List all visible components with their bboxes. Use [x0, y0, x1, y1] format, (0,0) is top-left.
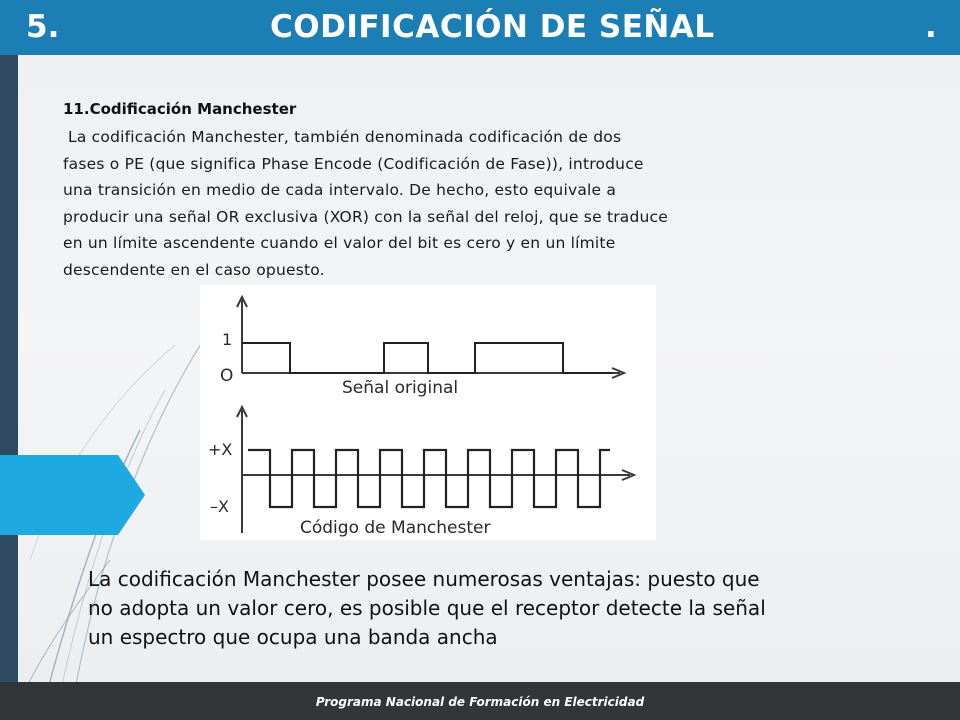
paragraph-line: La codificación Manchester, también denominada codificación de dos [68, 128, 622, 146]
footer-bar [0, 682, 960, 720]
summary-line: La codificación Manchester posee numerosas ventajas: puesto que [88, 567, 760, 591]
paragraph-line: producir una señal OR exclusiva (XOR) con la señal del reloj, que se traduce [63, 207, 669, 226]
manchester-caption: Código de Manchester [300, 518, 491, 538]
paragraph-line: descendente en el caso opuesto. [63, 260, 325, 279]
footer-text: Programa Nacional de Formación en Electricidad [315, 695, 645, 709]
page-title: CODIFICACIÓN DE SEÑAL [270, 9, 715, 45]
section-number: 5. [26, 9, 60, 45]
arrow-tab [0, 455, 145, 535]
paragraph-line: una transición en medio de cada intervalo. De hecho, esto equivale a [63, 181, 617, 199]
title-trailing-dot: . [925, 9, 937, 45]
top-low-label: O [220, 366, 234, 386]
description-paragraph [63, 124, 863, 283]
summary-line: un espectro que ocupa una banda ancha [88, 625, 498, 649]
summary-line: no adopta un valor cero, es posible que el receptor detecte la señal [88, 596, 766, 620]
left-accent-bar [0, 55, 18, 682]
section-heading: 11.Codificación Manchester [63, 100, 297, 118]
summary-text [88, 565, 948, 652]
paragraph-line: en un límite ascendente cuando el valor del bit es cero y en un límite [63, 234, 616, 252]
top-high-label: 1 [222, 330, 233, 349]
original-signal-line [242, 343, 612, 373]
paragraph-line: fases o PE (que significa Phase Encode (Codificación de Fase)), introduce [63, 154, 644, 173]
manchester-signal-line [248, 450, 610, 507]
manchester-diagram-svg [200, 285, 656, 540]
bottom-low-label: –X [210, 497, 229, 516]
bottom-high-label: +X [208, 440, 233, 459]
title-bar [0, 0, 960, 55]
original-signal-caption: Señal original [342, 378, 459, 398]
manchester-diagram [200, 285, 656, 540]
